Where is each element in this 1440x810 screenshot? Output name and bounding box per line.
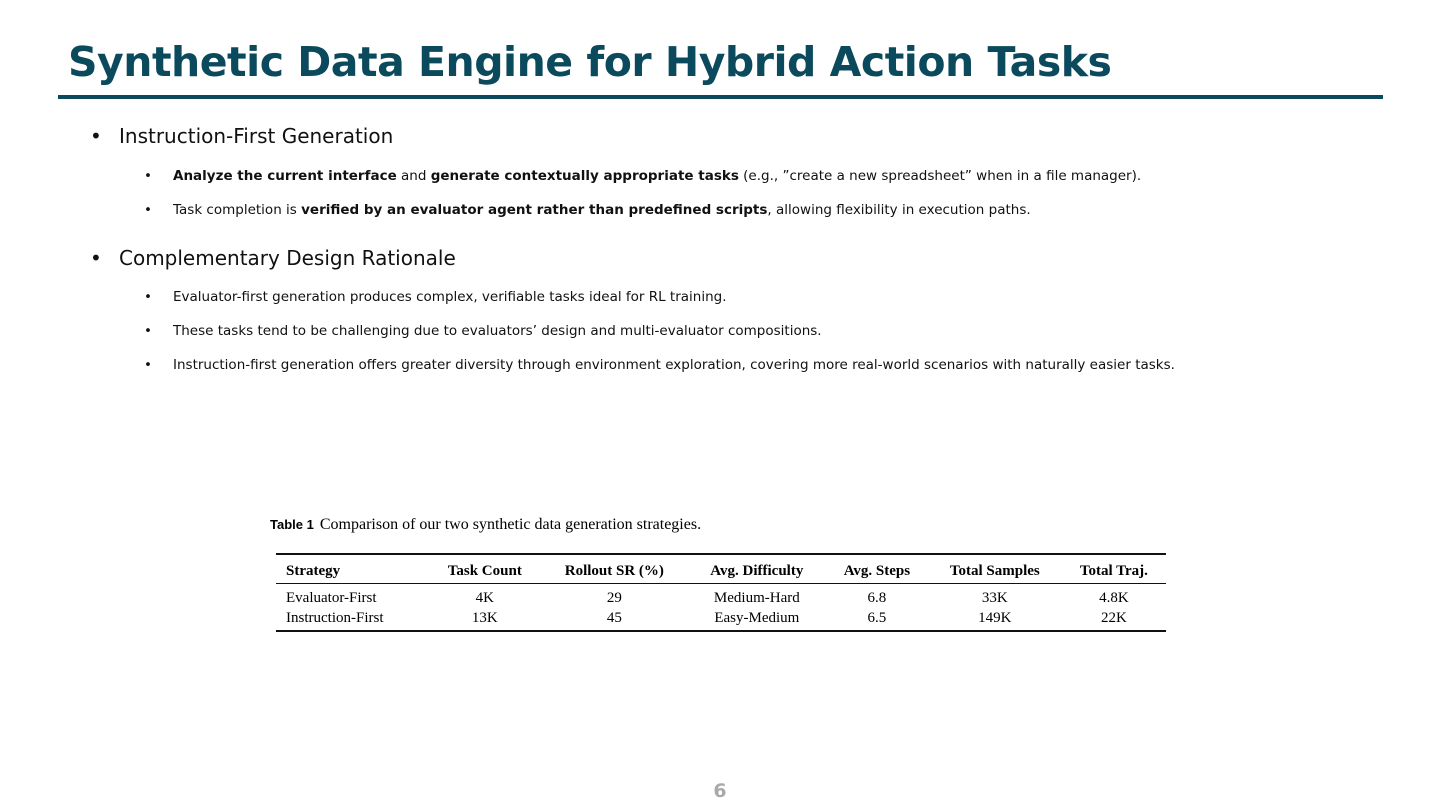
column-header: Total Traj. — [1062, 554, 1166, 584]
body-text: These tasks tend to be challenging due to evaluators’ design and multi-evaluator compositions. — [173, 323, 822, 339]
table-row — [276, 584, 1166, 609]
slide-title: Synthetic Data Engine for Hybrid Action Tasks — [68, 38, 1112, 86]
table-cell: Easy-Medium — [714, 610, 800, 626]
page-number: 6 — [713, 780, 727, 802]
table-cell: 33K — [981, 590, 1008, 606]
column-header: Task Count — [429, 554, 541, 584]
table-cell: 6.5 — [867, 610, 887, 626]
table-caption-text: Comparison of our two synthetic data generation strategies. — [319, 516, 702, 533]
table-label: Table 1 — [270, 517, 314, 532]
list-item — [144, 357, 1175, 373]
bullet: • — [144, 168, 152, 184]
emphasis-text: generate contextually appropriate tasks — [430, 168, 739, 184]
section-heading-instruction-first — [90, 124, 393, 148]
body-text: (e.g., ”create a new spreadsheet” when in a file manager). — [738, 168, 1142, 184]
table-cell: 29 — [606, 590, 622, 606]
column-header: Total Samples — [928, 554, 1062, 584]
table-cell: 13K — [471, 610, 498, 626]
bullet: • — [90, 246, 102, 270]
list-item — [144, 289, 727, 305]
bullet: • — [144, 323, 152, 339]
bullet: • — [90, 124, 102, 148]
table-cell: Instruction-First — [286, 610, 384, 626]
bullet: • — [144, 289, 152, 305]
body-text: , allowing flexibility in execution paths. — [767, 202, 1031, 218]
section-heading-text: Instruction-First Generation — [119, 124, 394, 148]
title-underline — [58, 95, 1383, 99]
comparison-table — [276, 553, 1166, 632]
table-cell: 6.8 — [867, 590, 887, 606]
table-cell: 4K — [475, 590, 494, 606]
body-text: Task completion is — [173, 202, 302, 218]
column-header: Avg. Difficulty — [688, 554, 826, 584]
table-cell: 22K — [1100, 610, 1127, 626]
table-cell: 149K — [978, 610, 1012, 626]
column-header: Rollout SR (%) — [541, 554, 688, 584]
body-text: Instruction-first generation offers greater diversity through environment exploration, covering more real-world scenarios with naturally easier tasks. — [173, 357, 1175, 373]
table-caption — [270, 516, 701, 534]
table-cell: Medium-Hard — [713, 590, 800, 606]
section-heading-design-rationale — [90, 246, 456, 270]
column-header: Avg. Steps — [826, 554, 928, 584]
list-item — [144, 202, 1031, 218]
emphasis-text: Analyze the current interface — [173, 168, 397, 184]
body-text: and — [396, 168, 431, 184]
body-text: Evaluator-first generation produces complex, verifiable tasks ideal for RL training. — [173, 289, 727, 305]
table-cell: Evaluator-First — [286, 590, 377, 606]
bullet: • — [144, 357, 152, 373]
table-cell: 45 — [606, 610, 622, 626]
list-item — [144, 168, 1141, 184]
table-cell: 4.8K — [1099, 590, 1129, 606]
section-heading-text: Complementary Design Rationale — [119, 246, 456, 270]
list-item — [144, 323, 822, 339]
table-row — [276, 608, 1166, 631]
column-header: Strategy — [276, 554, 429, 584]
table-header-row — [276, 554, 1166, 584]
bullet: • — [144, 202, 152, 218]
emphasis-text: verified by an evaluator agent rather than predefined scripts — [301, 202, 768, 218]
